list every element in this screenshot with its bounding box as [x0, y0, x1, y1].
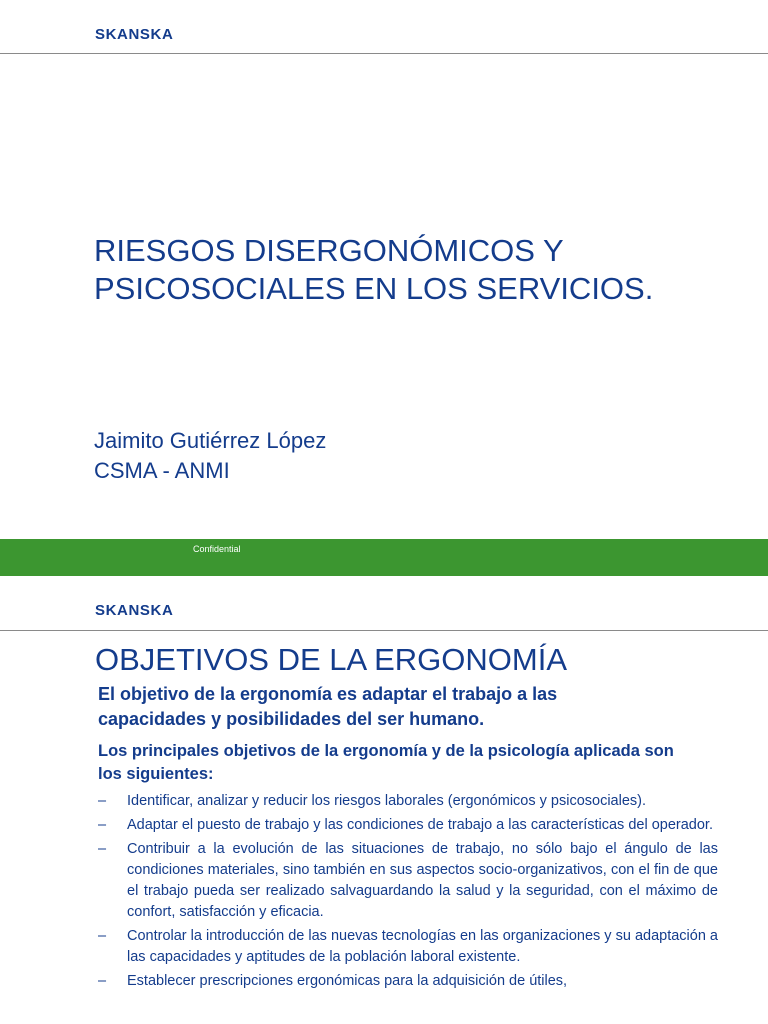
list-item-text: Contribuir a la evolución de las situaciones de trabajo, no sólo bajo el ángulo de las condiciones materiales, sino también en sus aspectos socio-organizativos, con el fin de que el trabajo pueda ser realizado salvaguardando la salud y la seguridad, con el máximo de confort, satisfacción y eficacia.	[127, 841, 718, 920]
dash-marker: –	[98, 973, 107, 989]
list-item	[98, 971, 718, 992]
list-item	[98, 815, 718, 836]
intro-line-1: El objetivo de la ergonomía es adaptar el trabajo a las	[98, 684, 558, 704]
skanska-logo: SKANSKA	[95, 26, 174, 43]
list-item-text: Controlar la introducción de las nuevas tecnologías en las organizaciones y su adaptación a las capacidades y aptitudes de la población laboral existente.	[127, 928, 718, 965]
intro-statement	[98, 682, 728, 732]
list-item	[98, 791, 718, 812]
presentation-title	[94, 232, 754, 308]
slide-title: OBJETIVOS DE LA ERGONOMÍA	[95, 642, 567, 677]
footer-bar	[0, 539, 768, 576]
title-line-1: RIESGOS DISERGONÓMICOS Y	[94, 233, 564, 268]
list-item-text: Establecer prescripciones ergonómicas para la adquisición de útiles,	[127, 973, 568, 989]
list-item	[98, 926, 718, 968]
header-divider	[0, 630, 768, 631]
title-line-2: PSICOSOCIALES EN LOS SERVICIOS.	[94, 271, 654, 306]
objectives-heading-line-1: Los principales objetivos de la ergonomía y de la psicología aplicada son	[98, 742, 674, 760]
dash-marker: –	[98, 817, 107, 833]
dash-marker: –	[98, 793, 107, 809]
objectives-heading	[98, 740, 728, 786]
objectives-slide	[0, 576, 768, 1024]
skanska-logo: SKANSKA	[95, 602, 174, 619]
objectives-list	[98, 791, 718, 995]
confidential-label: Confidential	[193, 544, 241, 554]
dash-marker: –	[98, 928, 107, 944]
dash-marker: –	[98, 841, 107, 857]
author-block	[94, 426, 326, 486]
intro-line-2: capacidades y posibilidades del ser humano.	[98, 709, 485, 729]
author-organization: CSMA - ANMI	[94, 458, 230, 483]
author-name: Jaimito Gutiérrez López	[94, 428, 327, 453]
header-divider	[0, 53, 768, 54]
list-item	[98, 839, 718, 923]
list-item-text: Identificar, analizar y reducir los riesgos laborales (ergonómicos y psicosociales).	[127, 793, 647, 809]
list-item-text: Adaptar el puesto de trabajo y las condiciones de trabajo a las características del operador.	[127, 817, 713, 833]
objectives-heading-line-2: los siguientes:	[98, 765, 214, 783]
